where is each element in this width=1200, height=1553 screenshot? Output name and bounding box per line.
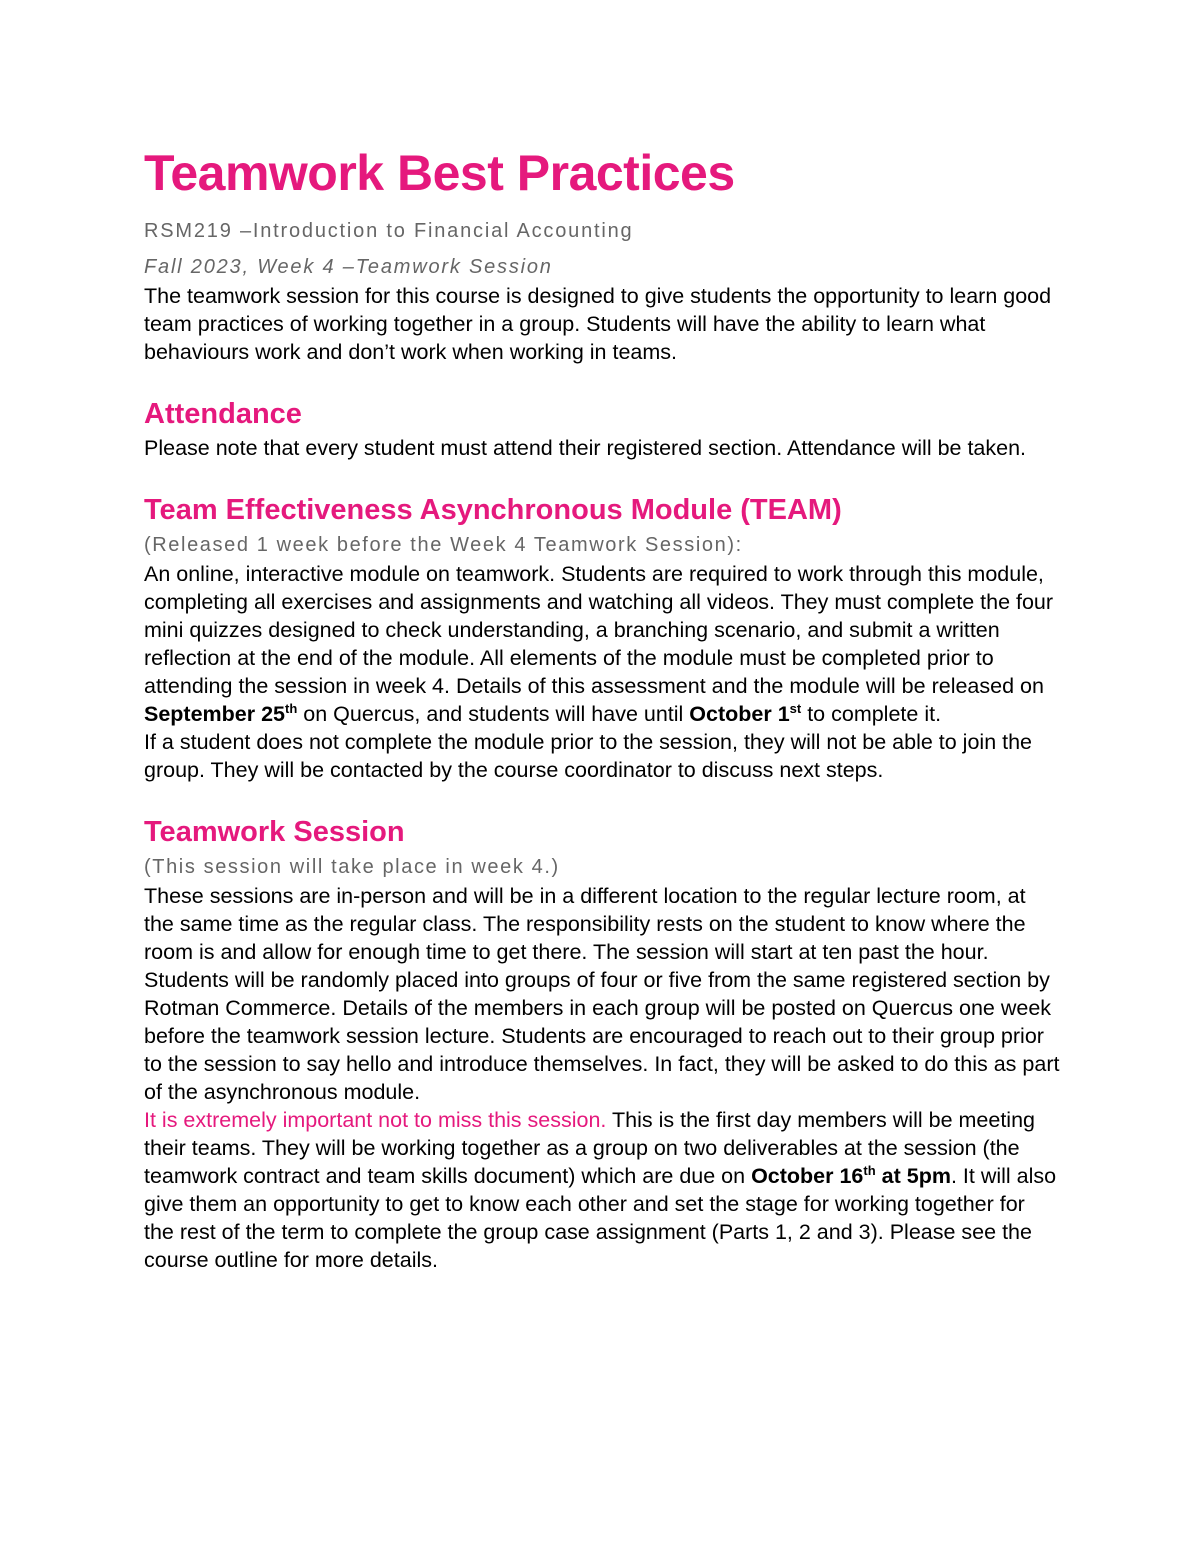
session-location-paragraph: These sessions are in-person and will be in a different location to the regular lecture room, at the same time as the regular class. The responsibility rests on the student to know where the room is and allow for enough time to get there. The session will start at ten past the hour. xyxy=(144,884,1026,964)
team-module-heading: Team Effectiveness Asynchronous Module (TEAM) xyxy=(144,494,842,526)
intro-paragraph: The teamwork session for this course is designed to give students the opportunity to learn good team practices of working together in a group. Students will have the ability to learn what behaviours work and don’t work when working in teams. xyxy=(144,284,1052,364)
teamwork-session-note: (This session will take place in week 4.) xyxy=(144,856,560,878)
importance-highlight: It is extremely important not to miss this session. xyxy=(144,1108,607,1132)
attendance-heading: Attendance xyxy=(144,398,302,430)
session-importance-text-a: This is the first day members will be meeting their teams. They will be working together as a group on two deliverables at the session (the teamwork contract and team skills document) which are due on xyxy=(144,1108,1035,1188)
team-module-consequence-paragraph: If a student does not complete the module prior to the session, they will not be able to join the group. They will be contacted by the course coordinator to discuss next steps. xyxy=(144,730,1033,782)
session-importance-paragraph xyxy=(144,1106,1060,1274)
due-date: October 1st xyxy=(689,701,802,726)
team-module-note: (Released 1 week before the Week 4 Teamwork Session): xyxy=(144,534,743,556)
term-subtitle: Fall 2023, Week 4 –Teamwork Session xyxy=(144,256,553,278)
attendance-paragraph: Please note that every student must attend their registered section. Attendance will be taken. xyxy=(144,436,1027,460)
team-module-text-b: on Quercus, and students will have until xyxy=(297,702,690,726)
deliverables-due-date: October 16th at 5pm xyxy=(751,1163,951,1188)
session-groups-paragraph: Students will be randomly placed into groups of four or five from the same registered section by Rotman Commerce. Details of the members in each group will be posted on Quercus one week before the teamwork session lecture. Students are encouraged to reach out to their group prior to the session to say hello and introduce themselves. In fact, they will be asked to do this as part of the asynchronous module. xyxy=(144,968,1060,1104)
release-date: September 25th xyxy=(144,701,298,726)
course-subtitle: RSM219 –Introduction to Financial Accounting xyxy=(144,220,634,242)
team-module-text-c: to complete it. xyxy=(801,702,942,726)
team-module-paragraph xyxy=(144,560,1060,728)
teamwork-session-heading: Teamwork Session xyxy=(144,816,405,848)
team-module-text-a: An online, interactive module on teamwork. Students are required to work through this module, completing all exercises and assignments and watching all videos. They must complete the four mini quizzes designed to check understanding, a branching scenario, and submit a written reflection at the end of the module. All elements of the module must be completed prior to attending the session in week 4. Details of this assessment and the module will be released on xyxy=(144,562,1054,698)
session-importance-text-b: . It will also give them an opportunity to get to know each other and set the stage for working together for the rest of the term to complete the group case assignment (Parts 1, 2 and 3). Please see the course outline for more details. xyxy=(144,1164,1057,1272)
page-title: Teamwork Best Practices xyxy=(144,145,735,201)
